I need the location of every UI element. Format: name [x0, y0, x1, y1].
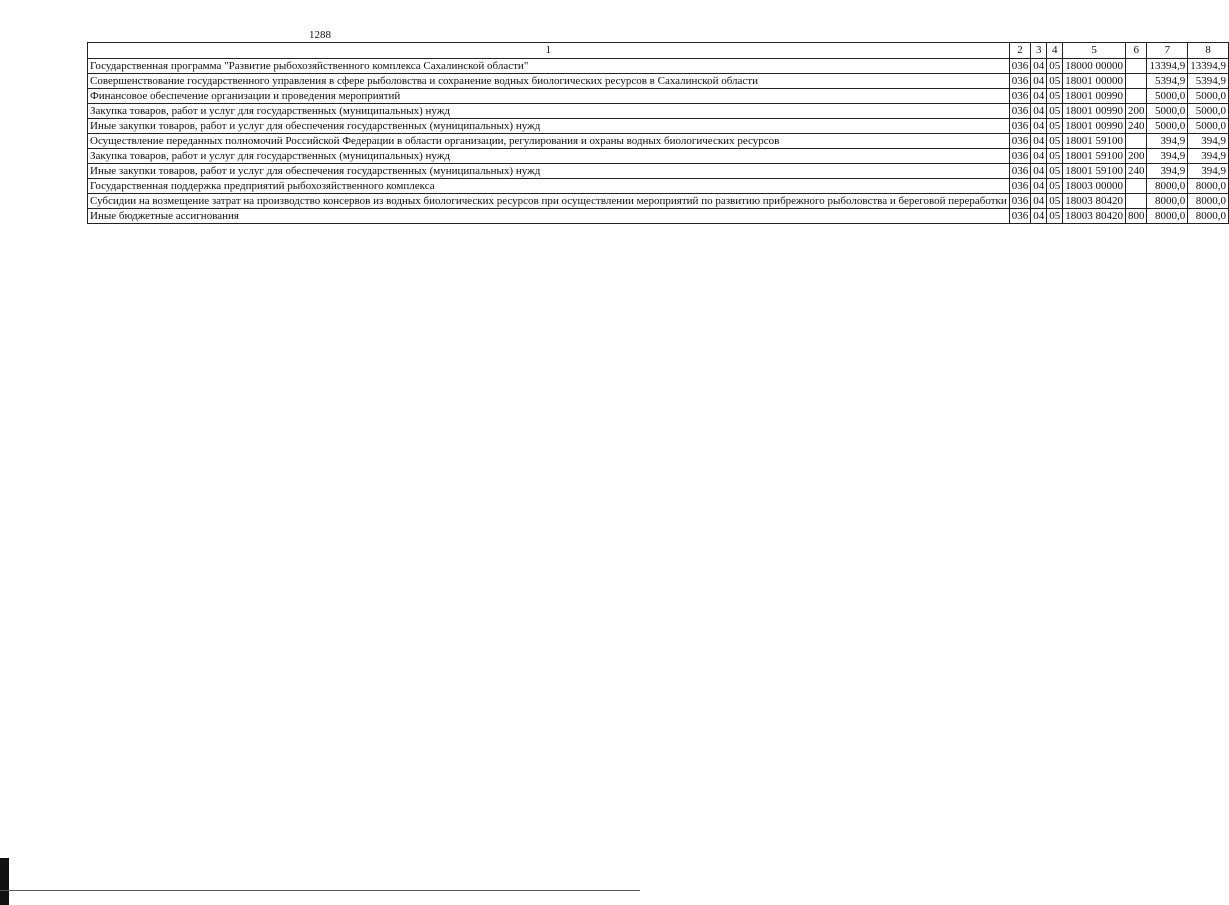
cell-amount-7: 394,9	[1147, 149, 1188, 164]
cell-ministry: 036	[1009, 74, 1031, 89]
cell-amount-8: 5000,0	[1188, 104, 1229, 119]
cell-target-article: 18001 00000	[1063, 74, 1126, 89]
table-row	[88, 179, 1229, 194]
cell-target-article: 18003 80420	[1063, 209, 1126, 224]
cell-section: 04	[1031, 179, 1047, 194]
cell-target-article: 18001 59100	[1063, 164, 1126, 179]
budget-table	[87, 42, 1229, 224]
cell-subsection: 05	[1047, 149, 1063, 164]
cell-section: 04	[1031, 134, 1047, 149]
table-row	[88, 89, 1229, 104]
cell-ministry: 036	[1009, 209, 1031, 224]
table-row	[88, 104, 1229, 119]
cell-target-article: 18001 00990	[1063, 119, 1126, 134]
column-header: 5	[1063, 43, 1126, 59]
cell-section: 04	[1031, 149, 1047, 164]
cell-amount-7: 5000,0	[1147, 104, 1188, 119]
cell-ministry: 036	[1009, 164, 1031, 179]
cell-expense-type: 800	[1125, 209, 1147, 224]
cell-section: 04	[1031, 119, 1047, 134]
cell-subsection: 05	[1047, 119, 1063, 134]
cell-expense-type: 200	[1125, 149, 1147, 164]
cell-subsection: 05	[1047, 164, 1063, 179]
scan-margin-mark	[0, 858, 9, 905]
cell-section: 04	[1031, 194, 1047, 209]
cell-amount-7: 8000,0	[1147, 179, 1188, 194]
cell-expense-type: 240	[1125, 164, 1147, 179]
cell-ministry: 036	[1009, 134, 1031, 149]
column-header: 1	[88, 43, 1010, 59]
column-header: 2	[1009, 43, 1031, 59]
column-header: 8	[1188, 43, 1229, 59]
cell-amount-8: 5000,0	[1188, 119, 1229, 134]
cell-ministry: 036	[1009, 149, 1031, 164]
cell-amount-8: 13394,9	[1188, 59, 1229, 74]
cell-section: 04	[1031, 209, 1047, 224]
cell-amount-7: 8000,0	[1147, 194, 1188, 209]
cell-ministry: 036	[1009, 89, 1031, 104]
cell-subsection: 05	[1047, 89, 1063, 104]
page-number: 1288	[309, 29, 331, 41]
cell-target-article: 18001 59100	[1063, 149, 1126, 164]
cell-target-article: 18003 00000	[1063, 179, 1126, 194]
cell-target-article: 18000 00000	[1063, 59, 1126, 74]
row-name: Иные закупки товаров, работ и услуг для обеспечения государственных (муниципальных) нужд	[88, 164, 1010, 179]
table-row	[88, 149, 1229, 164]
table-row	[88, 194, 1229, 209]
row-name: Закупка товаров, работ и услуг для государственных (муниципальных) нужд	[88, 104, 1010, 119]
table-row	[88, 134, 1229, 149]
row-name: Совершенствование государственного управления в сфере рыболовства и сохранение водных биологических ресурсов в Сахалинской области	[88, 74, 1010, 89]
cell-amount-7: 5394,9	[1147, 74, 1188, 89]
cell-subsection: 05	[1047, 134, 1063, 149]
cell-ministry: 036	[1009, 59, 1031, 74]
cell-subsection: 05	[1047, 59, 1063, 74]
table-row	[88, 59, 1229, 74]
cell-section: 04	[1031, 164, 1047, 179]
cell-subsection: 05	[1047, 194, 1063, 209]
cell-ministry: 036	[1009, 179, 1031, 194]
cell-expense-type: 240	[1125, 119, 1147, 134]
cell-amount-7: 5000,0	[1147, 119, 1188, 134]
row-name: Иные бюджетные ассигнования	[88, 209, 1010, 224]
table-row	[88, 74, 1229, 89]
table-row	[88, 209, 1229, 224]
cell-amount-7: 13394,9	[1147, 59, 1188, 74]
cell-expense-type	[1125, 59, 1147, 74]
cell-target-article: 18001 59100	[1063, 134, 1126, 149]
column-header: 3	[1031, 43, 1047, 59]
cell-section: 04	[1031, 89, 1047, 104]
cell-section: 04	[1031, 104, 1047, 119]
cell-ministry: 036	[1009, 194, 1031, 209]
header-row	[88, 43, 1229, 59]
cell-amount-8: 8000,0	[1188, 179, 1229, 194]
column-header: 7	[1147, 43, 1188, 59]
scan-edge-line	[0, 890, 640, 891]
table-row	[88, 164, 1229, 179]
row-name: Государственная поддержка предприятий рыбохозяйственного комплекса	[88, 179, 1010, 194]
cell-expense-type	[1125, 74, 1147, 89]
row-name: Государственная программа "Развитие рыбохозяйственного комплекса Сахалинской области"	[88, 59, 1010, 74]
row-name: Закупка товаров, работ и услуг для государственных (муниципальных) нужд	[88, 149, 1010, 164]
cell-expense-type	[1125, 179, 1147, 194]
cell-expense-type	[1125, 194, 1147, 209]
cell-subsection: 05	[1047, 104, 1063, 119]
row-name: Субсидии на возмещение затрат на производство консервов из водных биологических ресурсов при осуществлении мероприятий по развитию прибрежного рыболовства и береговой переработки	[88, 194, 1010, 209]
cell-target-article: 18001 00990	[1063, 89, 1126, 104]
cell-ministry: 036	[1009, 104, 1031, 119]
cell-amount-7: 394,9	[1147, 164, 1188, 179]
cell-expense-type: 200	[1125, 104, 1147, 119]
cell-section: 04	[1031, 59, 1047, 74]
row-name: Иные закупки товаров, работ и услуг для обеспечения государственных (муниципальных) нужд	[88, 119, 1010, 134]
cell-subsection: 05	[1047, 179, 1063, 194]
cell-amount-7: 8000,0	[1147, 209, 1188, 224]
cell-subsection: 05	[1047, 74, 1063, 89]
cell-expense-type	[1125, 134, 1147, 149]
cell-subsection: 05	[1047, 209, 1063, 224]
row-name: Осуществление переданных полномочий Российской Федерации в области организации, регулирования и охраны водных биологических ресурсов	[88, 134, 1010, 149]
cell-amount-8: 5000,0	[1188, 89, 1229, 104]
cell-expense-type	[1125, 89, 1147, 104]
column-header: 6	[1125, 43, 1147, 59]
cell-amount-8: 394,9	[1188, 134, 1229, 149]
row-name: Финансовое обеспечение организации и проведения мероприятий	[88, 89, 1010, 104]
cell-amount-7: 5000,0	[1147, 89, 1188, 104]
column-header: 4	[1047, 43, 1063, 59]
cell-amount-8: 394,9	[1188, 149, 1229, 164]
cell-amount-8: 394,9	[1188, 164, 1229, 179]
cell-amount-8: 8000,0	[1188, 194, 1229, 209]
cell-ministry: 036	[1009, 119, 1031, 134]
table-row	[88, 119, 1229, 134]
cell-amount-8: 8000,0	[1188, 209, 1229, 224]
cell-target-article: 18003 80420	[1063, 194, 1126, 209]
cell-section: 04	[1031, 74, 1047, 89]
cell-target-article: 18001 00990	[1063, 104, 1126, 119]
cell-amount-8: 5394,9	[1188, 74, 1229, 89]
cell-amount-7: 394,9	[1147, 134, 1188, 149]
